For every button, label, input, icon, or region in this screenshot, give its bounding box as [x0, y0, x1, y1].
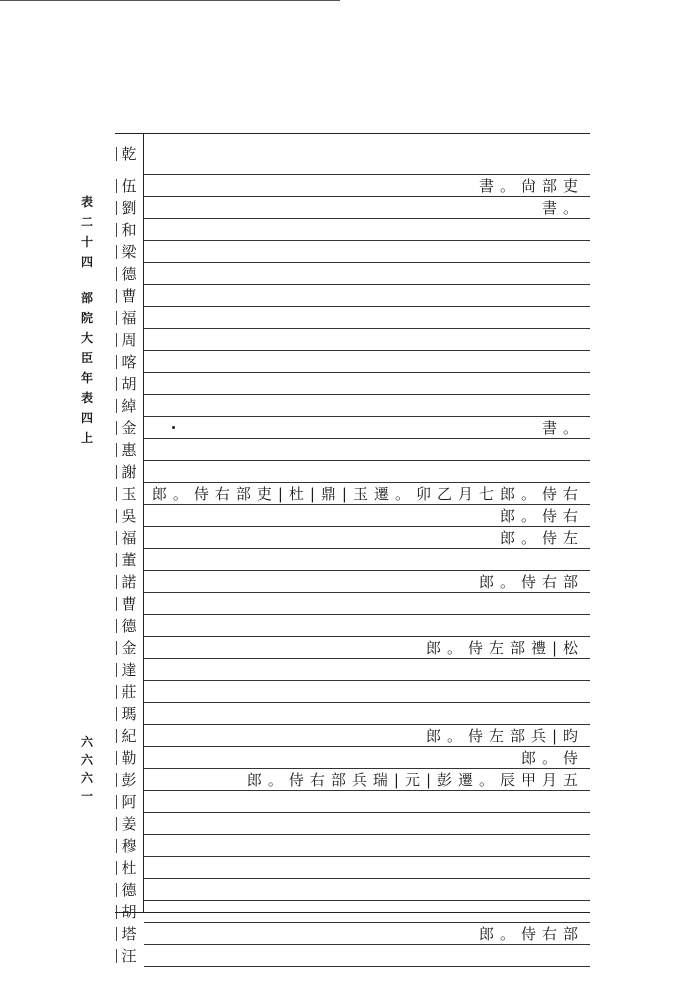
- row-name: 胡: [115, 373, 143, 395]
- table-row: [115, 593, 590, 615]
- row-name: 福: [115, 307, 143, 329]
- table-row: [115, 285, 590, 307]
- row-name: 穆: [115, 835, 143, 857]
- side-title-char: 表: [80, 391, 93, 405]
- table-row: [115, 439, 590, 461]
- row-entry: 郎。侍左部禮|松: [425, 639, 584, 657]
- table-row: [115, 395, 590, 417]
- table-row: [115, 351, 590, 373]
- side-title-gap: [78, 272, 96, 288]
- table-row: [115, 879, 590, 901]
- row-name: 胡: [115, 901, 143, 923]
- table-row: [115, 659, 590, 681]
- row-name: 瑪: [115, 703, 143, 725]
- table-row: [115, 461, 590, 483]
- table-bottom-rule: [115, 912, 590, 913]
- page-number-char: 一: [80, 789, 93, 803]
- page-number-char: 六: [80, 735, 93, 749]
- table-row: [115, 857, 590, 879]
- row-name: 吳: [115, 505, 143, 527]
- side-title-char: 表: [80, 195, 93, 209]
- side-title-char: 臣: [80, 351, 93, 365]
- table-row: [115, 175, 590, 197]
- row-name: 謝: [115, 461, 143, 483]
- register-table: [115, 133, 590, 965]
- row-name: 曹: [115, 285, 143, 307]
- row-entry: 郎。侍右部吏|杜|鼎|玉遷。卯乙月七郎。侍右: [151, 485, 584, 503]
- table-row: [115, 263, 590, 285]
- row-name: 德: [115, 615, 143, 637]
- row-name: 金: [115, 637, 143, 659]
- table-row: [115, 373, 590, 395]
- side-title: [78, 192, 96, 448]
- side-title-char: 部: [80, 291, 93, 305]
- row-name: 玉: [115, 483, 143, 505]
- table-row: [115, 505, 590, 527]
- row-name: 董: [115, 549, 143, 571]
- row-name: 諾: [115, 571, 143, 593]
- row-entry: 郎。侍右部: [478, 573, 584, 591]
- table-row: [115, 681, 590, 703]
- side-title-char: 年: [80, 371, 93, 385]
- header-row: [115, 133, 590, 175]
- row-name: 周: [115, 329, 143, 351]
- row-name: 紀: [115, 725, 143, 747]
- scan-edge-line: [0, 0, 340, 1]
- table-row: [115, 791, 590, 813]
- row-name: 金: [115, 417, 143, 439]
- table-row: [115, 923, 590, 945]
- row-name: 姜: [115, 813, 143, 835]
- table-row: [115, 549, 590, 571]
- row-entry: 書。: [541, 419, 584, 437]
- table-row: [115, 417, 590, 439]
- row-name: 德: [115, 879, 143, 901]
- header-name: 乾: [115, 133, 143, 175]
- table-row: [115, 813, 590, 835]
- row-name: 劉: [115, 197, 143, 219]
- side-title-char: 上: [80, 431, 93, 445]
- page-number-char: 六: [80, 753, 93, 767]
- side-title-char: 二: [80, 215, 93, 229]
- table-row: [115, 725, 590, 747]
- row-entry: 郎。侍左: [499, 529, 584, 547]
- row-entry: 書。尙部吏: [478, 177, 584, 195]
- row-name: 莊: [115, 681, 143, 703]
- row-name: 梁: [115, 241, 143, 263]
- row-name: 伍: [115, 175, 143, 197]
- row-name: 勒: [115, 747, 143, 769]
- table-row: [115, 769, 590, 791]
- side-title-char: 十: [80, 235, 93, 249]
- table-row: [115, 241, 590, 263]
- table-row: [115, 571, 590, 593]
- row-name: 阿: [115, 791, 143, 813]
- side-title-char: 四: [80, 255, 93, 269]
- side-title-char: 四: [80, 411, 93, 425]
- row-name: 曹: [115, 593, 143, 615]
- row-entry: 郎。侍: [520, 749, 584, 767]
- row-name: 惠: [115, 439, 143, 461]
- table-row: [115, 637, 590, 659]
- row-name: 彭: [115, 769, 143, 791]
- row-name: 綽: [115, 395, 143, 417]
- row-entry: 郎。侍右部兵瑞|元|彭遷。辰甲月五: [246, 771, 584, 789]
- row-name: 達: [115, 659, 143, 681]
- table-row: [115, 219, 590, 241]
- row-name: 汪: [115, 945, 143, 967]
- row-entry: 郎。侍右: [499, 507, 584, 525]
- row-name: 塔: [115, 923, 143, 945]
- table-row: [115, 835, 590, 857]
- side-title-char: 大: [80, 331, 93, 345]
- table-row: [115, 703, 590, 725]
- row-name: 杜: [115, 857, 143, 879]
- table-row: [115, 197, 590, 219]
- row-name: 和: [115, 219, 143, 241]
- table-row: [115, 483, 590, 505]
- page-number-char: 六: [80, 771, 93, 785]
- ink-speck: [172, 426, 175, 429]
- side-title-char: 院: [80, 311, 93, 325]
- table-row: [115, 527, 590, 549]
- row-name: 喀: [115, 351, 143, 373]
- row-entry: 郎。侍左部兵|昀: [425, 727, 584, 745]
- page-number: [78, 733, 96, 805]
- table-row: [115, 945, 590, 967]
- row-name: 德: [115, 263, 143, 285]
- table-row: [115, 307, 590, 329]
- table-row: [115, 329, 590, 351]
- table-row: [115, 615, 590, 637]
- row-name: 福: [115, 527, 143, 549]
- row-entry: 書。: [541, 199, 584, 217]
- row-entry: 郎。侍右部: [478, 925, 584, 943]
- table-row: [115, 747, 590, 769]
